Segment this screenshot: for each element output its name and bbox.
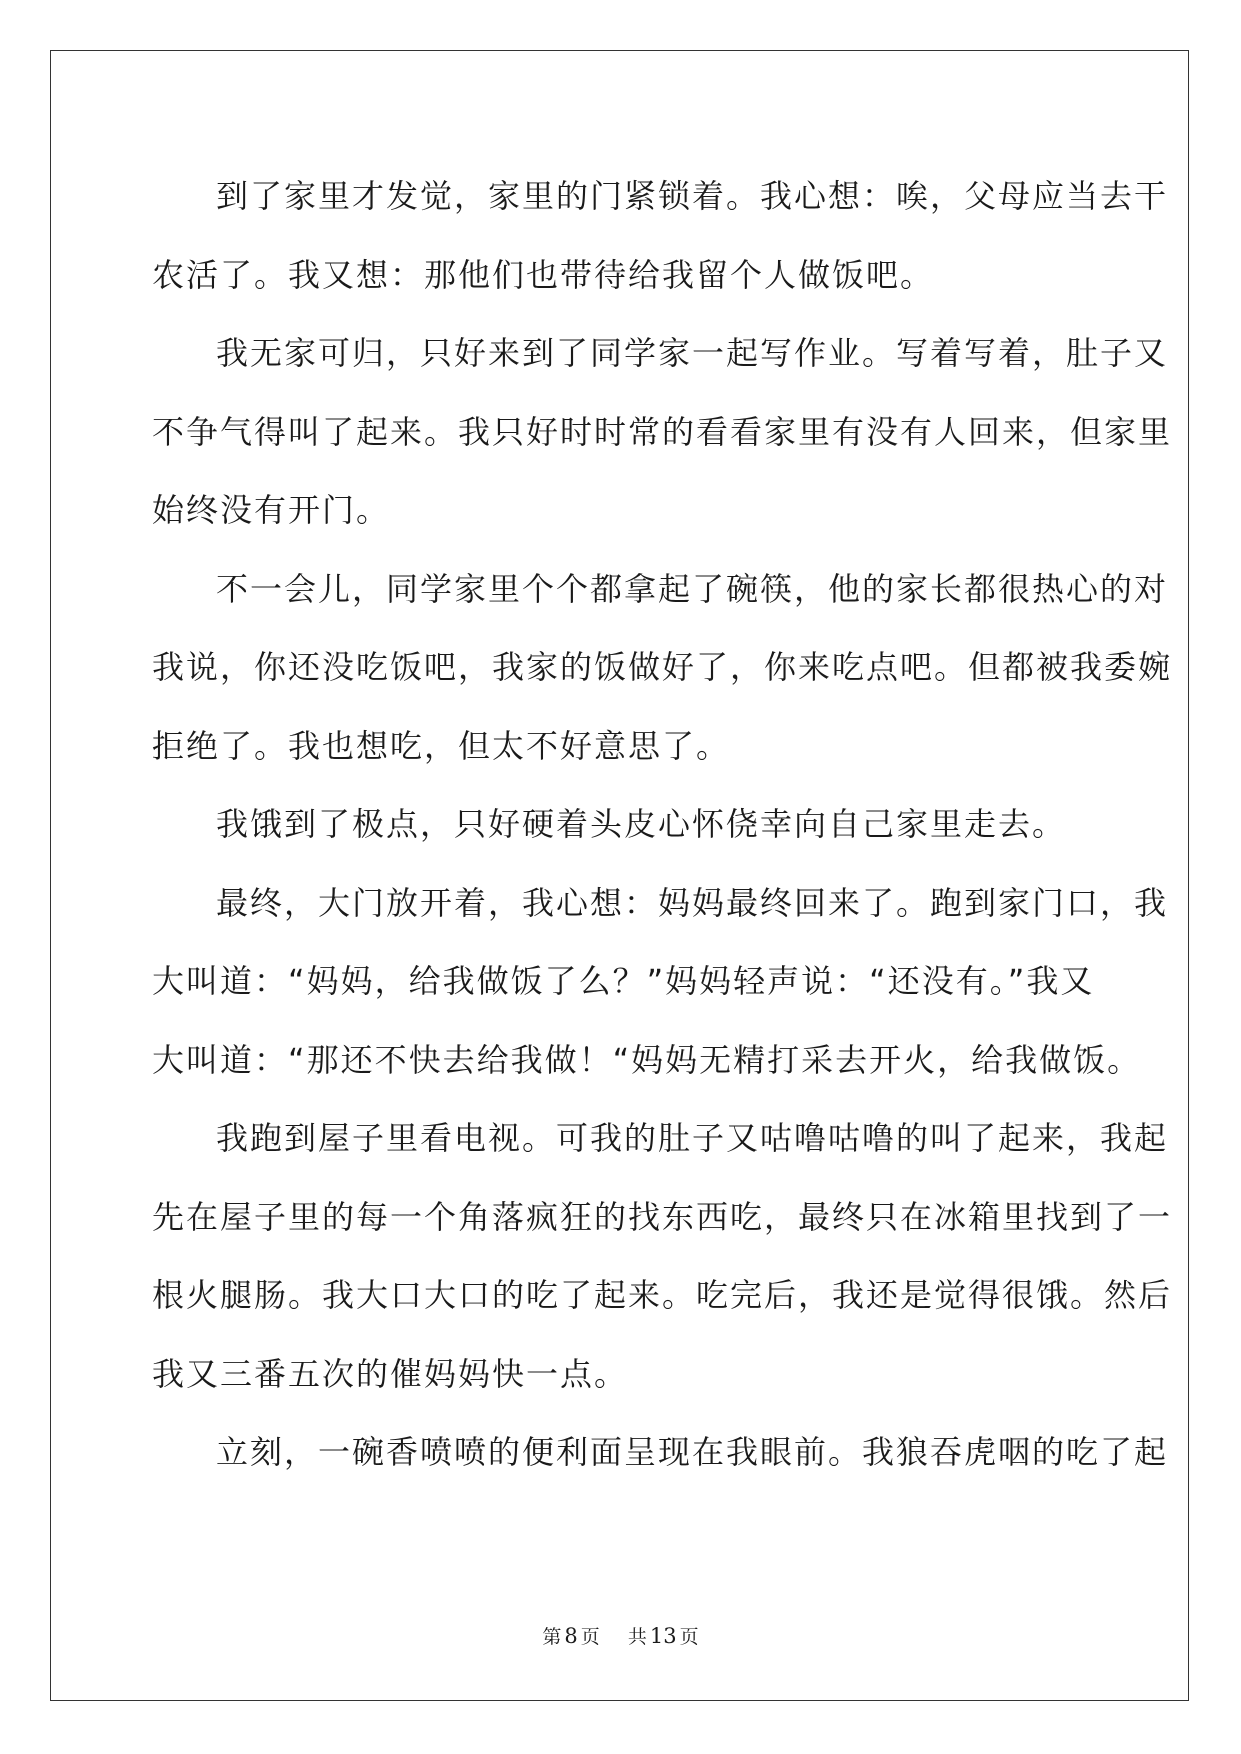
page-number: 8: [564, 1624, 578, 1648]
paragraph-2: [152, 314, 1173, 550]
paragraph-5: [152, 864, 1169, 1100]
page-prefix: 第: [542, 1626, 562, 1648]
document-body: [152, 157, 1173, 1492]
text-line: 拒绝了。我也想吃，但太不好意思了。: [152, 726, 731, 765]
paragraph-4: [152, 785, 1092, 864]
text-line: 我说，你还没吃饭吧，我家的饭做好了，你来吃点吧。但都被我委婉: [152, 648, 1173, 686]
text-line: 大叫道：“那还不快去给我做！“妈妈无精打采去开火，给我做饭。: [152, 1040, 1142, 1079]
text-line: 大叫道：“妈妈，给我做饭了么？”妈妈轻声说：“还没有。”我又: [152, 962, 1095, 1000]
text-line: 最终，大门放开着，我心想：妈妈最终回来了。跑到家门口，我: [216, 883, 1169, 922]
page-suffix: 页: [580, 1626, 600, 1648]
paragraph-1: [152, 157, 1169, 314]
text-line: 根火腿肠。我大口大口的吃了起来。吃完后，我还是觉得很饿。然后: [152, 1276, 1173, 1314]
text-line: 不争气得叫了起来。我只好时时常的看看家里有没有人回来，但家里: [152, 412, 1173, 451]
text-line: 到了家里才发觉，家里的门紧锁着。我心想：唉，父母应当去干: [216, 177, 1169, 215]
paragraph-3: [152, 550, 1173, 786]
text-line: 我无家可归，只好来到了同学家一起写作业。写着写着，肚子又: [216, 334, 1169, 372]
text-line: 先在屋子里的每一个角落疯狂的找东西吃，最终只在冰箱里找到了一: [152, 1197, 1173, 1236]
text-line: 我跑到屋子里看电视。可我的肚子又咕噜咕噜的叫了起来，我起: [216, 1119, 1169, 1157]
total-pages: 13: [649, 1624, 677, 1648]
text-line: 立刻，一碗香喷喷的便利面呈现在我眼前。我狼吞虎咽的吃了起: [216, 1433, 1169, 1471]
text-line: 我又三番五次的催妈妈快一点。: [152, 1354, 629, 1393]
text-line: 不一会儿，同学家里个个都拿起了碗筷，他的家长都很热心的对: [216, 569, 1169, 608]
text-line: 我饿到了极点，只好硬着头皮心怀侥幸向自己家里走去。: [216, 805, 1067, 843]
paragraph-6: [152, 1099, 1173, 1413]
text-line: 始终没有开门。: [152, 491, 391, 529]
total-suffix: 页: [679, 1626, 699, 1648]
page-footer: [0, 1622, 1241, 1649]
total-prefix: 共: [627, 1626, 647, 1648]
text-line: 农活了。我又想：那他们也带待给我留个人做饭吧。: [152, 255, 935, 294]
paragraph-7: [152, 1413, 1169, 1492]
